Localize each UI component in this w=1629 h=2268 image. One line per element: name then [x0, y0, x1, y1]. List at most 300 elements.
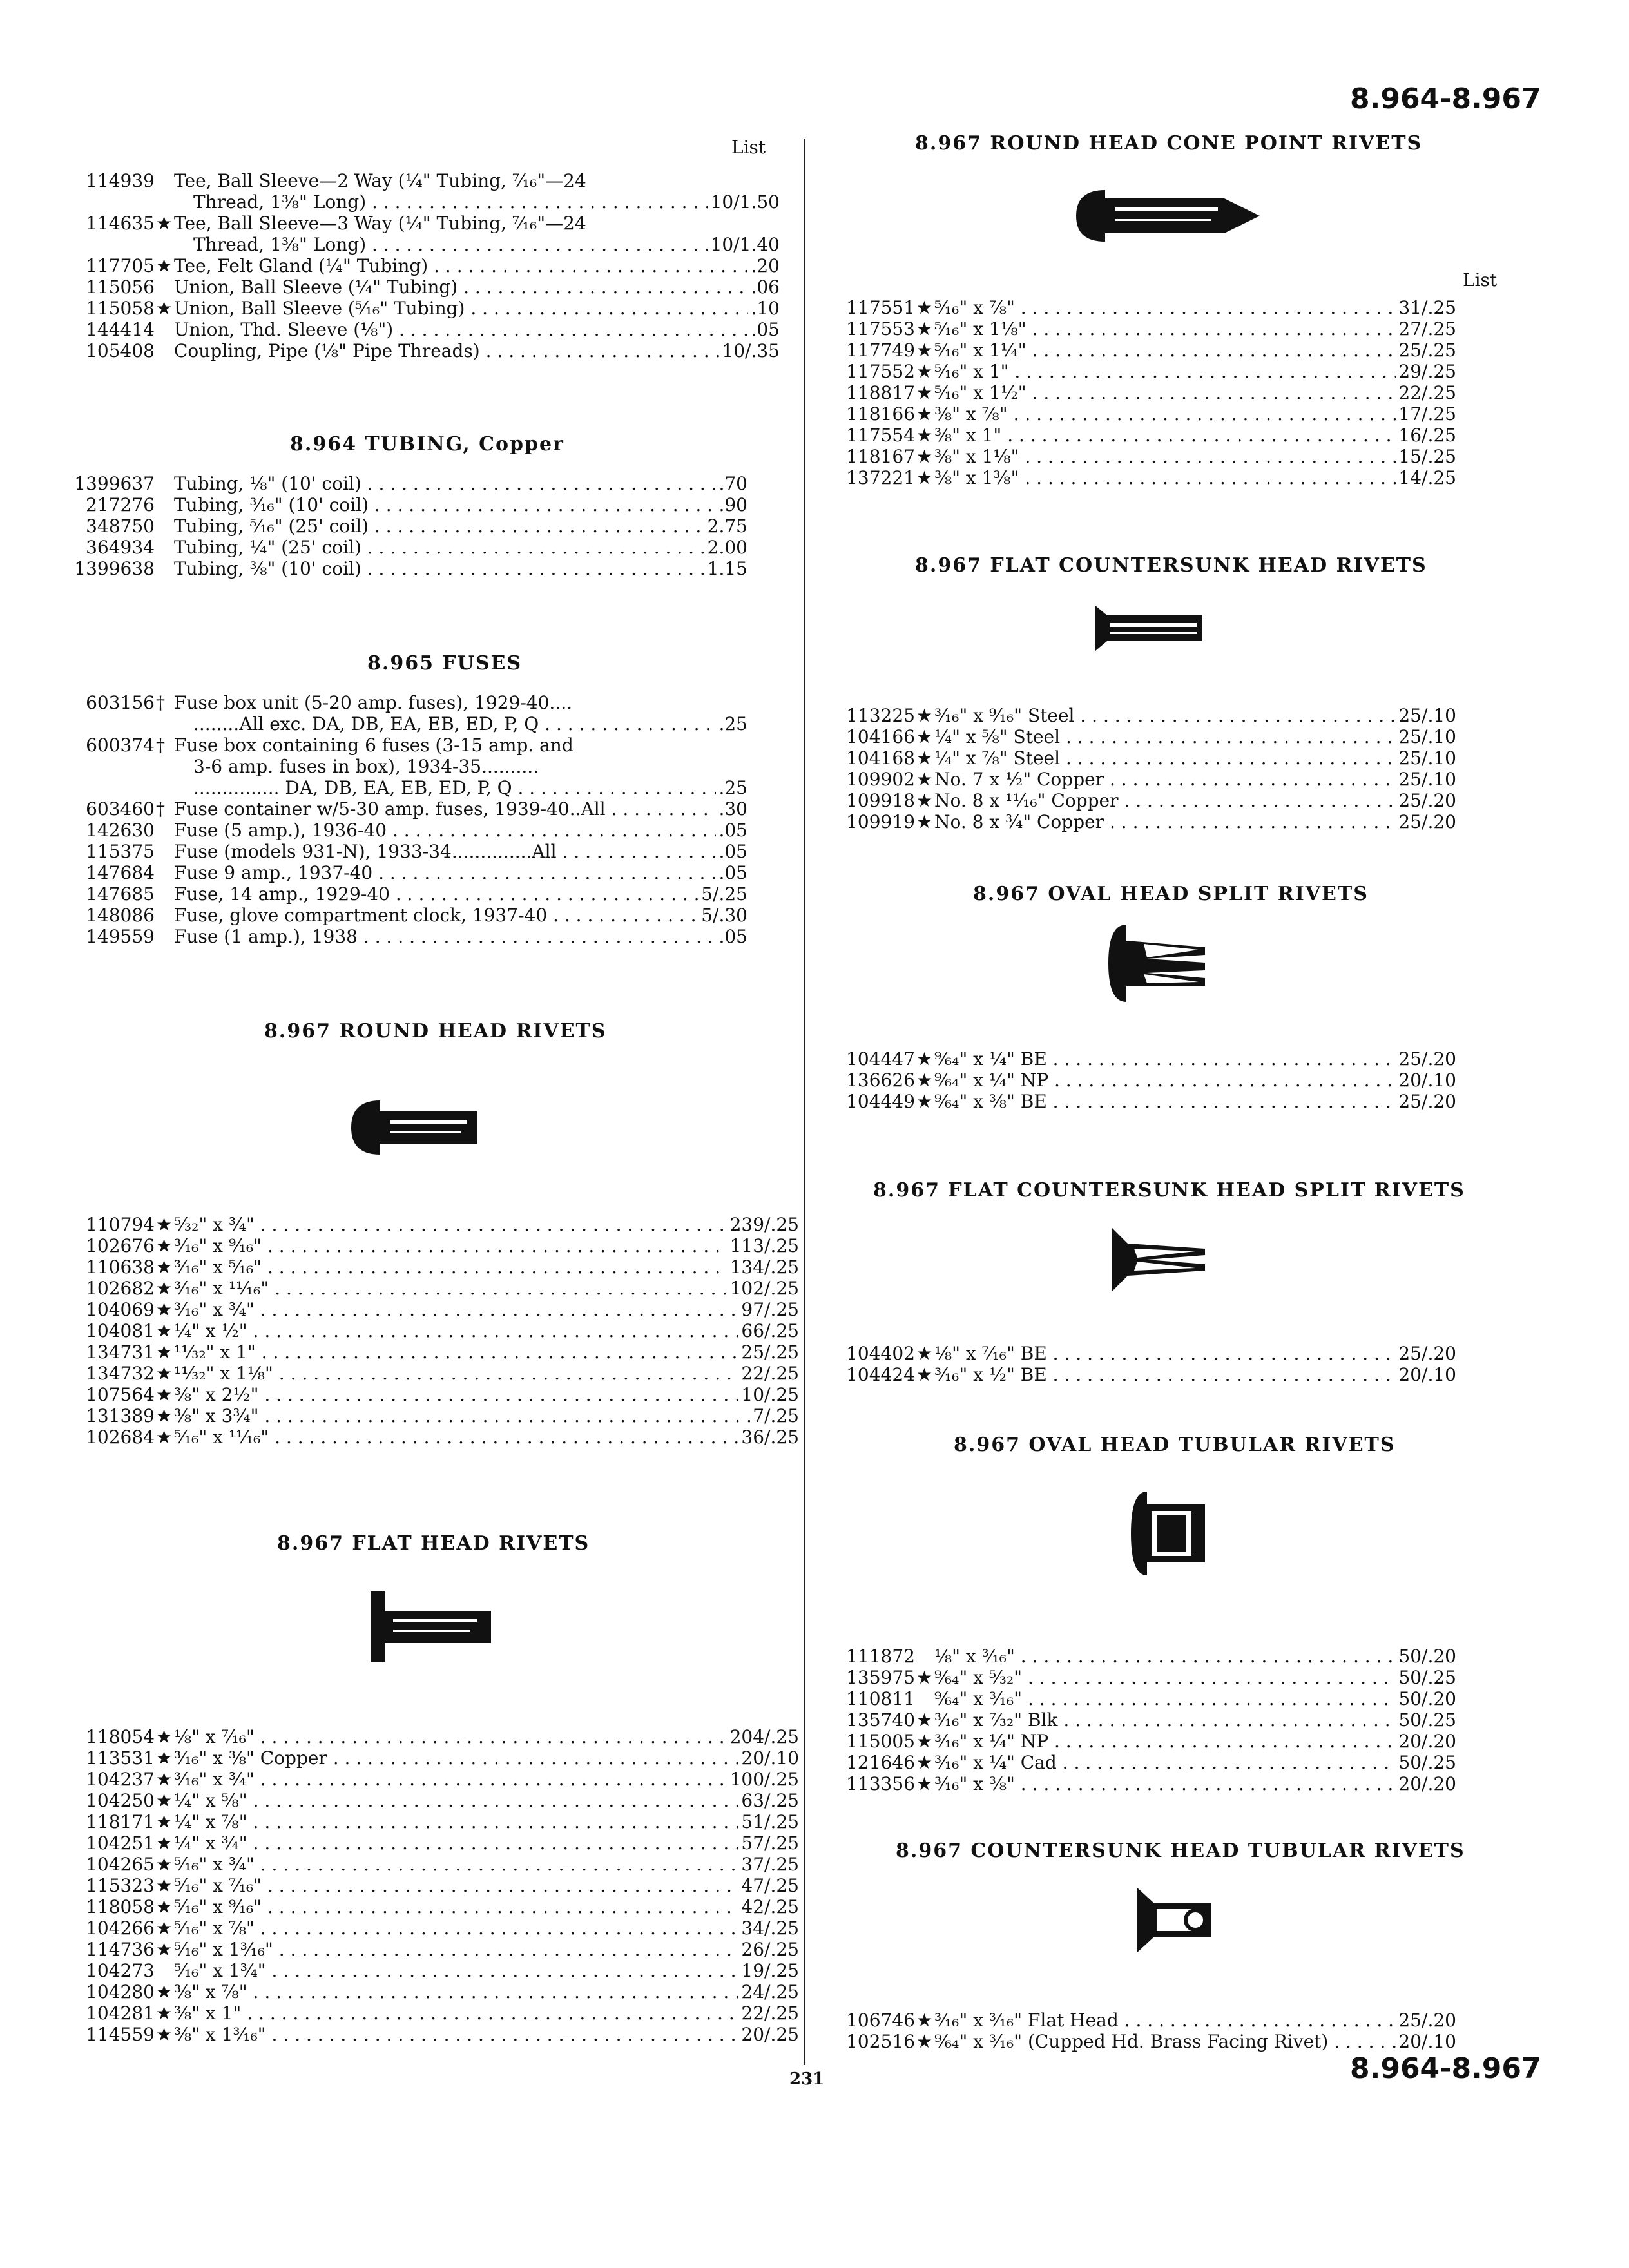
list-item [39, 1321, 799, 1341]
item-price: 204/.25 [729, 1726, 799, 1747]
item-price: .05 [718, 820, 747, 841]
list-item [39, 495, 747, 515]
item-description-wrap [174, 213, 777, 234]
item-description-wrap [174, 1300, 738, 1320]
item-description: ⁵⁄₁₆" x ⅞" . . . [174, 1918, 738, 1939]
part-number: 109902 [846, 769, 915, 790]
item-price: 25/.10 [1398, 726, 1456, 747]
list-item [39, 1406, 799, 1427]
list-item [799, 404, 1456, 425]
list-item-continued [39, 778, 747, 798]
item-price: 10/.25 [741, 1384, 799, 1405]
star-mark: ★ [916, 1709, 933, 1731]
item-price: 20/.10 [1398, 2031, 1456, 2052]
item-description: ⁵⁄₁₆" x 1⅛" . . . [934, 319, 1396, 340]
part-number: 110811 [846, 1688, 915, 1709]
item-price: 63/.25 [741, 1790, 799, 1811]
star-mark: ★ [156, 1747, 173, 1769]
list-item [799, 1731, 1456, 1752]
item-description-wrap [174, 474, 716, 494]
item-price: 25/.10 [1398, 769, 1456, 790]
item-description: ⅜" x 1⅜" . . . [934, 468, 1396, 488]
part-number: 104447 [846, 1048, 915, 1070]
item-price: .05 [718, 841, 747, 862]
item-description-wrap [174, 320, 748, 340]
star-mark: ★ [916, 1048, 933, 1070]
item-description: Fuse 9 amp., 1937-40 . . . [174, 863, 716, 883]
star-mark: ★ [156, 1214, 173, 1235]
part-number: 117749 [846, 340, 915, 361]
item-price: .70 [718, 473, 747, 494]
item-price: 2.00 [707, 537, 747, 558]
star-mark: ★ [156, 1790, 173, 1811]
item-price: .30 [718, 798, 747, 820]
item-description-wrap [174, 1876, 738, 1896]
star-mark: ★ [916, 446, 933, 467]
item-description: ¹¹⁄₃₂" x 1" . . . [174, 1342, 738, 1363]
star-mark: † [156, 798, 165, 820]
item-description-wrap [174, 277, 748, 298]
item-price: 25/.20 [1398, 2010, 1456, 2031]
part-number: 110794 [86, 1214, 155, 1235]
part-number: 104166 [846, 726, 915, 747]
part-number: 147684 [86, 862, 155, 883]
list-item [799, 706, 1456, 726]
item-description: ⁵⁄₁₆" x 1½" . . . [934, 383, 1396, 403]
star-mark: ★ [156, 1726, 173, 1747]
item-description-wrap [934, 340, 1396, 361]
part-number: 603460 [86, 798, 155, 820]
item-price: 5/.30 [701, 905, 747, 926]
part-number: 142630 [86, 820, 155, 841]
item-price: 100/.25 [729, 1769, 799, 1790]
item-description: ¹¹⁄₃₂" x 1⅛" . . . [174, 1363, 738, 1384]
list-item [39, 1833, 799, 1854]
list-item [799, 1343, 1456, 1364]
item-description: Union, Ball Sleeve (¼" Tubing) . . . [174, 277, 748, 298]
star-mark: † [156, 692, 165, 713]
list-item [39, 1748, 799, 1769]
item-description: No. 7 x ½" Copper . . . [934, 769, 1396, 790]
part-number: 117552 [846, 361, 915, 382]
item-description: ³⁄₁₆" x ¹¹⁄₁₆" . . . [174, 1278, 728, 1299]
page-header-bottom: 8.964-8.967 [1350, 2052, 1541, 2085]
item-description-wrap [934, 727, 1396, 747]
list-item [39, 1918, 799, 1939]
star-mark: ★ [916, 1773, 933, 1794]
item-description-wrap [934, 748, 1396, 769]
item-price: 25/.20 [1398, 1091, 1456, 1112]
list-item [39, 1427, 799, 1448]
item-description: ⁵⁄₁₆" x ⅞" . . . [934, 298, 1396, 318]
item-description: Thread, 1⅜" Long) . . . [174, 235, 708, 255]
part-number: 131389 [86, 1405, 155, 1427]
item-price: 20/.20 [1398, 1773, 1456, 1794]
item-price: 10/.35 [722, 340, 780, 361]
part-number: 348750 [86, 515, 155, 537]
star-mark: ★ [916, 403, 933, 425]
part-number: 117705 [86, 255, 155, 276]
item-description: ³⁄₁₆" x ³⁄₁₆" Flat Head . . . [934, 2010, 1396, 2031]
item-description-wrap [934, 2032, 1396, 2052]
list-item [799, 1753, 1456, 1773]
star-mark: ★ [156, 1341, 173, 1363]
list-item [799, 1070, 1456, 1091]
part-number: 117553 [846, 318, 915, 340]
heading-fuses: 8.965 FUSES [367, 652, 523, 675]
part-number: 115058 [86, 298, 155, 319]
item-price: 15/.25 [1398, 446, 1456, 467]
part-number: 118054 [86, 1726, 155, 1747]
item-description-wrap [934, 769, 1396, 790]
item-description: ⅜" x 3¾" . . . [174, 1406, 750, 1427]
item-description: Tubing, ⅛" (10' coil) . . . [174, 474, 716, 494]
item-price: 20/.10 [1398, 1070, 1456, 1091]
item-price: 1.15 [707, 558, 747, 579]
item-description-wrap [174, 256, 748, 276]
item-description: ³⁄₁₆" x ½" BE . . . [934, 1365, 1396, 1385]
part-number: 104402 [846, 1343, 915, 1364]
item-price: .10 [751, 298, 780, 319]
list-item [39, 256, 780, 276]
part-number: 135975 [846, 1667, 915, 1688]
item-description: ⁵⁄₁₆" x ⁷⁄₁₆" . . . [174, 1876, 738, 1896]
item-price: 20/.10 [741, 1747, 799, 1769]
item-description-wrap [174, 559, 705, 579]
item-description-wrap [934, 1049, 1396, 1070]
list-item [39, 905, 747, 926]
item-price: 36/.25 [741, 1427, 799, 1448]
item-price: 239/.25 [729, 1214, 799, 1235]
item-description-wrap [174, 537, 705, 558]
part-number: 1399637 [74, 473, 155, 494]
part-number: 110638 [86, 1256, 155, 1278]
item-description-wrap [174, 1385, 738, 1405]
item-price: 7/.25 [753, 1405, 799, 1427]
list-item [39, 927, 747, 947]
list-item [799, 1667, 1456, 1688]
item-description-wrap [934, 812, 1396, 832]
list-item [39, 1363, 799, 1384]
item-price: 50/.25 [1398, 1752, 1456, 1773]
item-description: Tubing, ⁵⁄₁₆" (25' coil) . . . [174, 516, 705, 537]
item-description-wrap [174, 516, 705, 537]
item-price: 25/.20 [1398, 811, 1456, 832]
item-description: ⁵⁄₁₆" x 1¼" . . . [934, 340, 1396, 361]
heading-oval-tubular-rivets: 8.967 OVAL HEAD TUBULAR RIVETS [954, 1434, 1396, 1456]
flat-countersunk-rivet-illustration [1095, 602, 1205, 654]
item-description-wrap [174, 927, 716, 947]
item-description-wrap [934, 298, 1396, 318]
part-number: 102676 [86, 1235, 155, 1256]
item-description-wrap [174, 756, 745, 777]
list-item [39, 1278, 799, 1299]
item-price: 29/.25 [1398, 361, 1456, 382]
part-number: 113356 [846, 1773, 915, 1794]
item-price: 97/.25 [741, 1299, 799, 1320]
list-item [39, 1897, 799, 1917]
item-description: Fuse box containing 6 fuses (3-15 amp. and [174, 735, 574, 756]
list-item [39, 1769, 799, 1790]
part-number: 102682 [86, 1278, 155, 1299]
part-number: 118058 [86, 1896, 155, 1917]
item-description: ⁵⁄₁₆" x 1" . . . [934, 361, 1396, 382]
item-description-wrap [174, 1427, 738, 1448]
list-item [39, 1342, 799, 1363]
item-description: ⁹⁄₆₄" x ⁵⁄₃₂" . . . [934, 1667, 1396, 1688]
part-number: 115005 [846, 1731, 915, 1752]
item-description: ¼" x ⅝" . . . [174, 1791, 738, 1811]
heading-flat-head-rivets: 8.967 FLAT HEAD RIVETS [277, 1532, 590, 1555]
list-item [39, 1939, 799, 1960]
list-item [799, 1365, 1456, 1385]
item-description: ............... DA, DB, EA, EB, ED, P, Q . . . [174, 778, 716, 798]
heading-round-head-rivets: 8.967 ROUND HEAD RIVETS [264, 1020, 607, 1043]
item-price: 22/.25 [741, 2003, 799, 2024]
heading-flat-countersunk-split-rivets: 8.967 FLAT COUNTERSUNK HEAD SPLIT RIVETS [873, 1179, 1465, 1202]
list-item [39, 1961, 799, 1981]
list-item [799, 727, 1456, 747]
item-price: 57/.25 [741, 1832, 799, 1854]
item-description: ³⁄₁₆" x ⁵⁄₁₆" . . . [174, 1257, 728, 1278]
item-description: ⅛" x ⁷⁄₁₆" . . . [174, 1727, 728, 1747]
star-mark: ★ [916, 340, 933, 361]
part-number: 118817 [846, 382, 915, 403]
item-description: ⅜" x 1" . . . [934, 425, 1396, 446]
list-item [799, 1689, 1456, 1709]
list-item [39, 735, 747, 756]
item-description: Fuse (1 amp.), 1938 . . . [174, 927, 716, 947]
star-mark: ★ [156, 1299, 173, 1320]
item-description: Fuse box unit (5-20 amp. fuses), 1929-40.... [174, 693, 573, 713]
item-price: 25/.20 [1398, 1048, 1456, 1070]
star-mark: ★ [916, 1070, 933, 1091]
list-item [39, 1812, 799, 1832]
oval-split-rivet-illustration [1108, 921, 1215, 1005]
part-number: 117554 [846, 425, 915, 446]
list-item [39, 171, 780, 191]
star-mark: ★ [156, 2024, 173, 2045]
item-description: ⁹⁄₆₄" x ³⁄₁₆" . . . [934, 1689, 1396, 1709]
part-number: 147685 [86, 883, 155, 905]
star-mark: ★ [916, 361, 933, 382]
list-label-left: List [731, 137, 766, 158]
item-description-wrap [174, 171, 777, 191]
item-description: ........All exc. DA, DB, EA, EB, ED, P, Q . . . [174, 714, 716, 735]
item-description-wrap [934, 361, 1396, 382]
part-number: 115323 [86, 1875, 155, 1896]
star-mark: ★ [156, 1278, 173, 1299]
countersunk-tubular-rivet-illustration [1137, 1885, 1215, 1956]
list-item [799, 1091, 1456, 1112]
item-price: 10/1.50 [710, 191, 780, 213]
item-description: Fuse, glove compartment clock, 1937-40 . . . [174, 905, 699, 926]
star-mark: ★ [916, 1091, 933, 1112]
item-description-wrap [174, 799, 716, 820]
item-description: ⁹⁄₆₄" x ¼" NP . . . [934, 1070, 1396, 1091]
part-number: 114559 [86, 2024, 155, 2045]
list-item [39, 1236, 799, 1256]
item-description-wrap [174, 1897, 738, 1917]
item-price: 25/.20 [1398, 790, 1456, 811]
part-number: 109918 [846, 790, 915, 811]
item-price: 24/.25 [741, 1981, 799, 2003]
part-number: 600374 [86, 735, 155, 756]
item-description: ³⁄₁₆" x ⁹⁄₁₆" Steel . . . [934, 706, 1396, 726]
item-description: Tee, Ball Sleeve—2 Way (¼" Tubing, ⁷⁄₁₆"—24 [174, 171, 586, 191]
heading-tubing: 8.964 TUBING, Copper [290, 433, 564, 456]
item-price: 51/.25 [741, 1811, 799, 1832]
item-description: Fuse (5 amp.), 1936-40 . . . [174, 820, 716, 841]
list-item [799, 2010, 1456, 2031]
item-description: ⅜" x 1³⁄₁₆" . . . [174, 2024, 738, 2045]
star-mark: ★ [156, 213, 173, 234]
item-price: 10/1.40 [710, 234, 780, 255]
list-item [39, 213, 780, 234]
star-mark: ★ [916, 297, 933, 318]
item-description: Thread, 1⅜" Long) . . . [174, 192, 708, 213]
part-number: 105408 [86, 340, 155, 361]
item-price: .05 [718, 926, 747, 947]
list-item [39, 863, 747, 883]
item-description: No. 8 x ¹¹⁄₁₆" Copper . . . [934, 791, 1396, 811]
item-description-wrap [174, 1982, 738, 2003]
star-mark: ★ [156, 1896, 173, 1917]
item-description: ⅜" x ⅞" . . . [174, 1982, 738, 2003]
item-description: Union, Ball Sleeve (⁵⁄₁₆" Tubing) . . . [174, 298, 748, 319]
list-item [799, 812, 1456, 832]
item-description-wrap [174, 1833, 738, 1854]
star-mark: ★ [156, 1939, 173, 1960]
item-price: 27/.25 [1398, 318, 1456, 340]
item-description-wrap [174, 1918, 738, 1939]
part-number: 104449 [846, 1091, 915, 1112]
list-item [799, 361, 1456, 382]
star-mark: ★ [156, 298, 173, 319]
list-item-continued [39, 192, 780, 213]
list-item [39, 298, 780, 319]
star-mark: ★ [156, 1235, 173, 1256]
item-description: Fuse container w/5-30 amp. fuses, 1939-40..All . . . [174, 799, 716, 820]
list-item [39, 537, 747, 558]
item-description: Fuse, 14 amp., 1929-40 . . . [174, 884, 699, 905]
list-item [39, 277, 780, 298]
list-item [39, 474, 747, 494]
item-price: 26/.25 [741, 1939, 799, 1960]
part-number: 134731 [86, 1341, 155, 1363]
item-price: 25/.20 [1398, 1343, 1456, 1364]
item-description: No. 8 x ¾" Copper . . . [934, 812, 1396, 832]
star-mark: ★ [156, 1405, 173, 1427]
item-price: .05 [718, 862, 747, 883]
item-price: .05 [751, 319, 780, 340]
item-description-wrap [174, 1363, 738, 1384]
star-mark: ★ [156, 1320, 173, 1341]
item-price: 50/.20 [1398, 1646, 1456, 1667]
part-number: 134732 [86, 1363, 155, 1384]
list-item [39, 341, 780, 361]
part-number: 114939 [86, 170, 155, 191]
list-item [799, 298, 1456, 318]
item-price: 25/.10 [1398, 705, 1456, 726]
item-description-wrap [174, 884, 699, 905]
item-description: Coupling, Pipe (⅛" Pipe Threads) . . . [174, 341, 719, 361]
list-item [39, 884, 747, 905]
item-price: .06 [751, 276, 780, 298]
item-description-wrap [934, 447, 1396, 467]
part-number: 113531 [86, 1747, 155, 1769]
part-number: 117551 [846, 297, 915, 318]
item-description-wrap [174, 235, 708, 255]
item-description-wrap [934, 1753, 1396, 1773]
list-item [39, 559, 747, 579]
oval-tubular-rivet-illustration [1131, 1488, 1208, 1579]
item-description-wrap [174, 1727, 728, 1747]
item-price: 14/.25 [1398, 467, 1456, 488]
item-price: 34/.25 [741, 1917, 799, 1939]
item-description-wrap [934, 1646, 1396, 1667]
flat-head-rivet-illustration [371, 1591, 493, 1662]
part-number: 106746 [846, 2010, 915, 2031]
item-description-wrap [934, 1774, 1396, 1794]
round-head-rivet-illustration [351, 1095, 480, 1160]
item-price: .25 [718, 713, 747, 735]
list-item [39, 1300, 799, 1320]
item-price: 50/.25 [1398, 1709, 1456, 1731]
star-mark: ★ [156, 1854, 173, 1875]
star-mark: ★ [916, 747, 933, 769]
part-number: 102684 [86, 1427, 155, 1448]
item-description: ⁵⁄₁₆" x ⁹⁄₁₆" . . . [174, 1897, 738, 1917]
part-number: 118167 [846, 446, 915, 467]
part-number: 115056 [86, 276, 155, 298]
item-description-wrap [174, 1342, 738, 1363]
item-description-wrap [174, 1939, 738, 1960]
item-description: 3-6 amp. fuses in box), 1934-35.......... [193, 756, 539, 777]
item-price: 102/.25 [729, 1278, 799, 1299]
item-price: 20/.20 [1398, 1731, 1456, 1752]
list-item [39, 1257, 799, 1278]
list-item [39, 1385, 799, 1405]
item-description-wrap [174, 1812, 738, 1832]
heading-cone-point-rivets: 8.967 ROUND HEAD CONE POINT RIVETS [915, 132, 1423, 155]
item-price: 5/.25 [701, 883, 747, 905]
list-item [39, 2003, 799, 2024]
item-description-wrap [174, 341, 719, 361]
star-mark: ★ [916, 467, 933, 488]
item-description-wrap [934, 319, 1396, 340]
item-description-wrap [174, 2024, 738, 2045]
item-description-wrap [934, 1091, 1396, 1112]
part-number: 603156 [86, 692, 155, 713]
list-item [39, 1854, 799, 1875]
star-mark: ★ [916, 705, 933, 726]
item-price: 25/.10 [1398, 747, 1456, 769]
list-item [799, 791, 1456, 811]
item-description: ⅛" x ³⁄₁₆" . . . [934, 1646, 1396, 1667]
star-mark: ★ [916, 1731, 933, 1752]
part-number: 104424 [846, 1364, 915, 1385]
flat-countersunk-split-rivet-illustration [1112, 1224, 1208, 1295]
item-description: ¼" x ½" . . . [174, 1321, 738, 1341]
list-item [799, 2032, 1456, 2052]
item-description-wrap [934, 404, 1396, 425]
item-description-wrap [174, 1791, 738, 1811]
item-price: 25/.25 [1398, 340, 1456, 361]
item-description: ³⁄₁₆" x ⁷⁄₃₂" Blk . . . [934, 1710, 1396, 1731]
item-price: .90 [718, 494, 747, 515]
star-mark: ★ [156, 1769, 173, 1790]
